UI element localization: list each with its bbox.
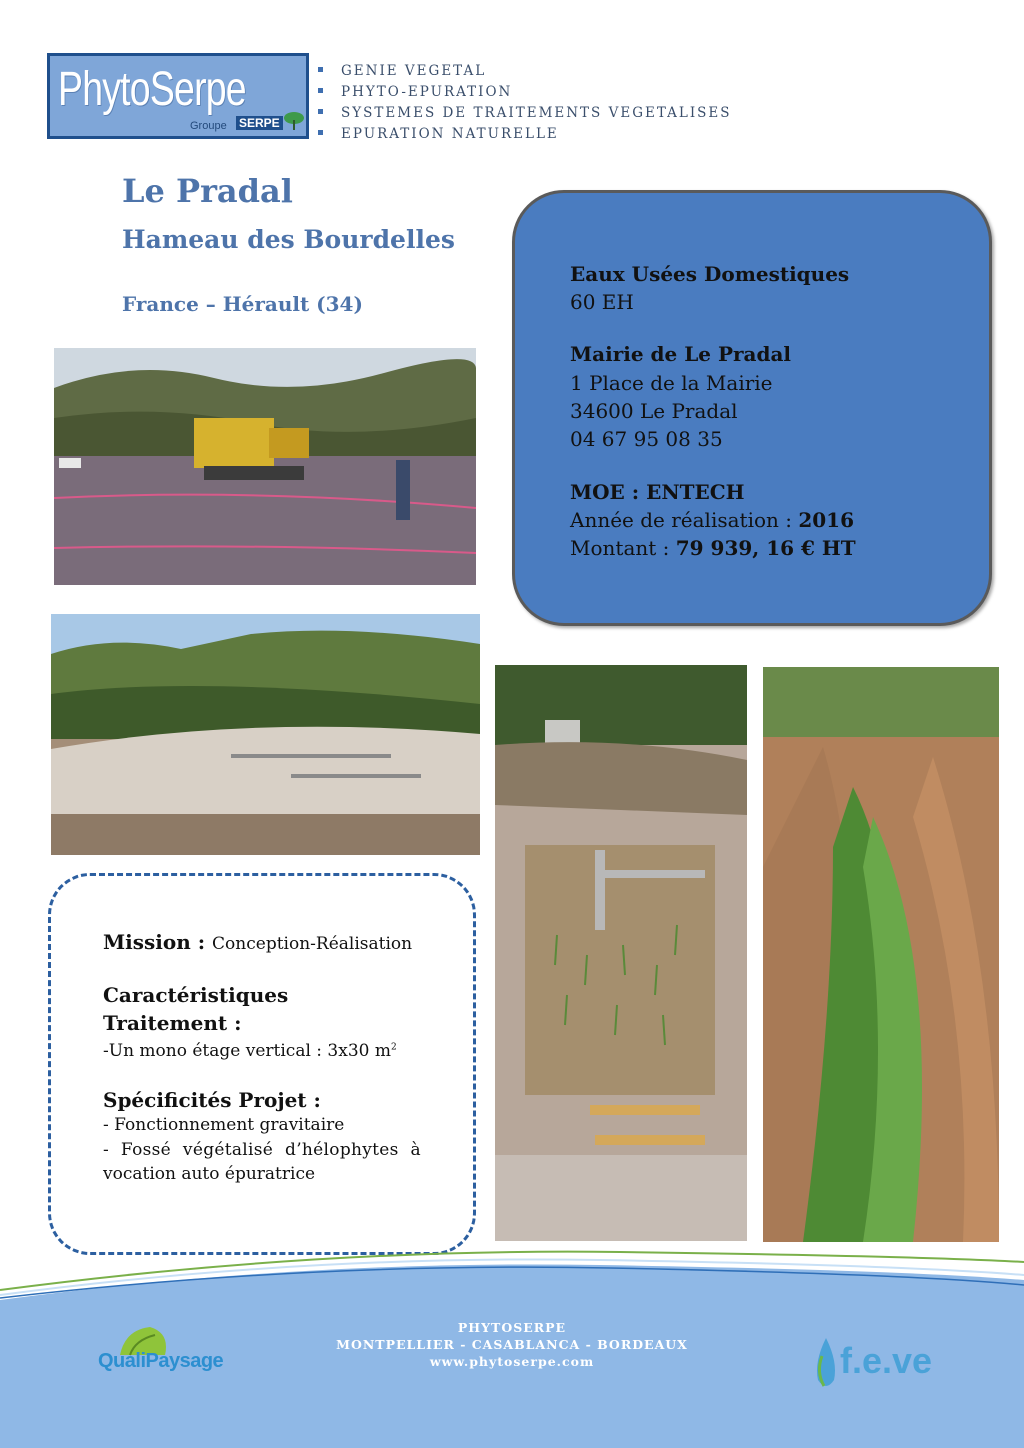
qualipaysage-logo: QualiPaysage — [98, 1350, 224, 1372]
spec-item-1: - Fonctionnement gravitaire — [103, 1115, 345, 1135]
year-value: 2016 — [798, 508, 855, 532]
logo-text: PhytoSerpe — [58, 63, 246, 116]
amount-row: Montant : 79 939, 16 € HT — [570, 536, 856, 560]
tagline-1: GENIE VEGETAL — [318, 63, 738, 79]
photo-vegetated-ditch — [763, 667, 999, 1242]
feve-logo: f.e.ve — [840, 1340, 933, 1381]
water-drop-icon — [812, 1336, 840, 1392]
tagline-3: SYSTEMES DE TRAITEMENTS VEGETALISES — [318, 105, 738, 121]
client-name: Mairie de Le Pradal — [570, 342, 792, 366]
water-type-label: Eaux Usées Domestiques — [570, 262, 850, 286]
footer-company: PHYTOSERPE — [457, 1320, 567, 1335]
capacity-value: 60 EH — [570, 290, 634, 314]
traitement-heading: Traitement : — [103, 1011, 242, 1035]
address-line-1: 1 Place de la Mairie — [570, 371, 773, 395]
spec-item-2-line-2: vocation auto épuratrice — [103, 1164, 316, 1184]
phytoserpe-logo — [47, 53, 309, 139]
page-title: Le Pradal — [122, 172, 293, 210]
logo-brand-text: SERPE — [236, 116, 283, 130]
bullet-icon — [318, 109, 323, 114]
phone-number: 04 67 95 08 35 — [570, 427, 723, 451]
mission-value: Conception-Réalisation — [212, 934, 413, 954]
moe-label: MOE : ENTECH — [570, 480, 745, 504]
tagline-4: EPURATION NATURELLE — [318, 126, 738, 142]
tagline-2: PHYTO-EPURATION — [318, 84, 738, 100]
bullet-icon — [318, 88, 323, 93]
specificites-heading: Spécificités Projet : — [103, 1088, 321, 1112]
photo-planted-filter — [495, 665, 747, 1241]
logo-group-text: Groupe — [190, 120, 227, 132]
address-line-2: 34600 Le Pradal — [570, 399, 738, 423]
year-row: Année de réalisation : 2016 — [570, 508, 855, 532]
page-subtitle: Hameau des Bourdelles — [122, 225, 455, 254]
location-label: France – Hérault (34) — [122, 292, 363, 316]
photo-construction-site — [54, 348, 476, 585]
photo-filter-bed — [51, 614, 480, 855]
mission-row: Mission : Conception-Réalisation — [103, 930, 413, 954]
bullet-icon — [318, 130, 323, 135]
spec-item-2-line-1: - Fossé végétalisé d’hélophytes à — [103, 1140, 421, 1160]
amount-value: 79 939, 16 € HT — [675, 536, 856, 560]
bullet-icon — [318, 67, 323, 72]
footer-cities: MONTPELLIER - CASABLANCA - BORDEAUX — [336, 1337, 688, 1352]
footer-website[interactable]: www.phytoserpe.com — [429, 1354, 595, 1369]
caracteristiques-heading: Caractéristiques — [103, 983, 289, 1007]
traitement-value: -Un mono étage vertical : 3x30 $m^2$ — [103, 1041, 397, 1061]
tree-icon — [283, 110, 305, 132]
